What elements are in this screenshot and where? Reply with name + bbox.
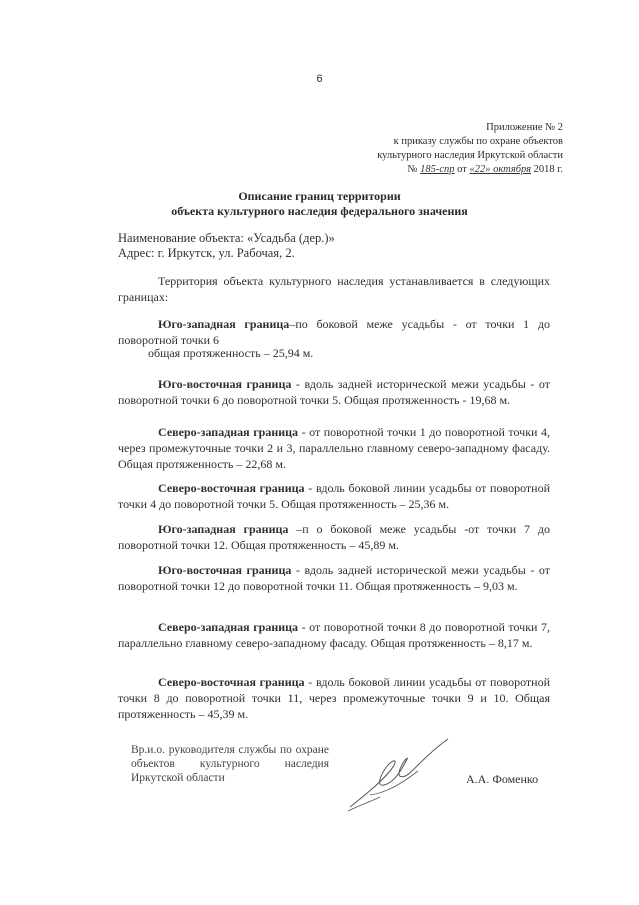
boundary-text: - вдоль задней исторической межи усадьбы - от поворотной точки 12 до поворотной точки 11. Общая протяженность – 9,03 м.	[118, 563, 550, 593]
boundary-name: Юго-западная граница	[158, 317, 290, 331]
boundary-name: Северо-восточная граница	[158, 675, 305, 689]
boundary-name: Северо-западная граница	[158, 620, 299, 634]
appendix-order-line	[407, 163, 563, 176]
boundary-paragraph	[118, 316, 550, 348]
boundary-paragraph	[118, 521, 550, 553]
document-title-line-1: Описание границ территории	[238, 189, 401, 203]
appendix-line-3: культурного наследия Иркутской области	[377, 150, 563, 161]
boundary-name: Юго-восточная граница	[158, 563, 292, 577]
boundary-text: - от поворотной точки 8 до поворотной точки 7, параллельно главному северо-западному фасаду. Общая протяженность – 8,17 м.	[118, 620, 550, 650]
boundary-paragraph	[118, 562, 550, 594]
object-address: Адрес: г. Иркутск, ул. Рабочая, 2.	[118, 246, 295, 260]
boundary-name: Северо-западная граница	[158, 425, 299, 439]
signatory-name: А.А. Фоменко	[466, 772, 539, 786]
order-year: 2018 г.	[533, 164, 563, 175]
appendix-line-2: к приказу службы по охране объектов	[393, 136, 563, 147]
boundary-name: Юго-западная граница	[158, 522, 289, 536]
boundary-paragraph	[118, 674, 550, 722]
handwritten-signature	[340, 735, 455, 815]
page-number: 6	[316, 73, 323, 85]
object-name: Наименование объекта: «Усадьба (дер.)»	[118, 231, 335, 245]
signatory-position: Вр.и.о. руководителя службы по охране объектов культурного наследия Иркутской области	[131, 744, 329, 784]
order-number-label: №	[407, 164, 418, 175]
boundary-length: общая протяженность – 25,94 м.	[148, 346, 314, 360]
appendix-line-1: Приложение № 2	[486, 122, 563, 133]
boundary-paragraph	[118, 376, 550, 408]
order-date-handwritten: «22» октября	[469, 164, 531, 175]
boundary-text: - от поворотной точки 1 до поворотной точки 4, через промежуточные точки 2 и 3, параллельно главному северо-западному фасаду. Общая протяженность – 22,68 м.	[118, 425, 550, 471]
boundary-text: - вдоль боковой линии усадьбы от поворотной точки 4 до поворотной точки 5. Общая протяженность – 25,36 м.	[118, 481, 550, 511]
boundary-name: Северо-восточная граница	[158, 481, 305, 495]
document-title-line-2: объекта культурного наследия федерального значения	[171, 204, 468, 218]
boundary-paragraph	[118, 480, 550, 512]
boundary-text: –по боковой меже усадьбы - от точки 1 до поворотной точки 6	[118, 317, 551, 347]
boundary-paragraph	[118, 619, 550, 651]
boundary-text: –п о боковой меже усадьбы -от точки 7 до поворотной точки 12. Общая протяженность – 45,89 м.	[118, 522, 551, 552]
intro-paragraph: Территория объекта культурного наследия устанавливается в следующих границах:	[118, 274, 550, 304]
boundary-name: Юго-восточная граница	[158, 377, 292, 391]
order-number-handwritten: 185-спр	[420, 164, 455, 175]
boundary-paragraph	[118, 424, 550, 472]
order-from-label: от	[457, 164, 467, 175]
boundary-text: - вдоль задней исторической межи усадьбы - от поворотной точки 6 до поворотной точки 5. Общая протяженность - 19,68 м.	[118, 377, 550, 407]
boundary-text: - вдоль боковой линии усадьбы от поворотной точки 8 до поворотной точки 11, через промежуточные точки 9 и 10. Общая протяженность – 45,39 м.	[118, 675, 550, 721]
